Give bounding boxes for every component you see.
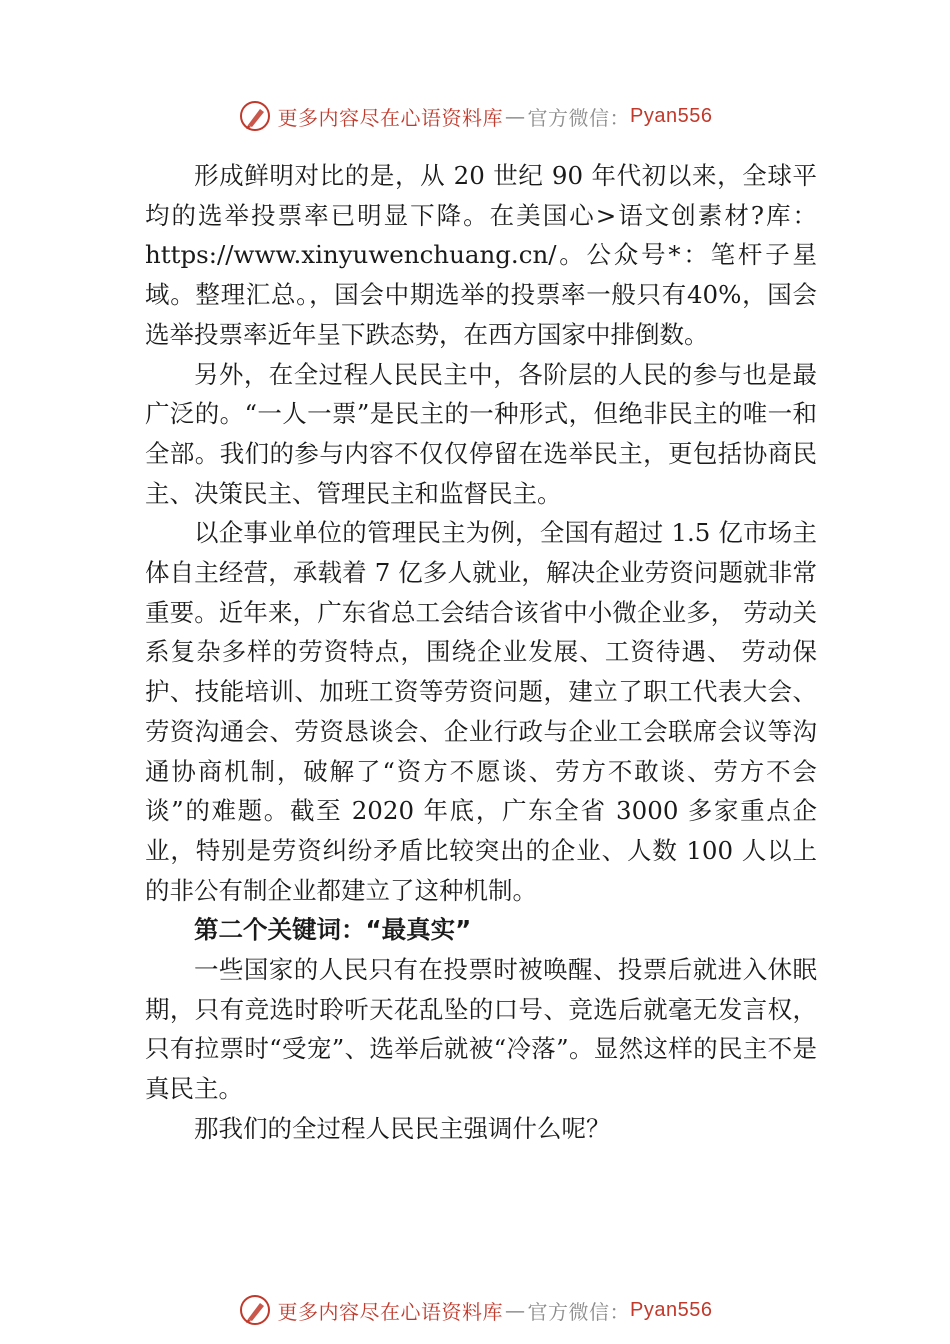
banner-separator: — — [505, 104, 526, 128]
banner-wechat-label: 官方微信： — [527, 1299, 631, 1324]
banner-wechat-id: Pyan556 — [630, 104, 713, 127]
banner-brand-text: 更多内容尽在心语资料库 — [277, 105, 504, 130]
paragraph-broad-participation: 另外，在全过程人民民主中，各阶层的人民的参与也是最广泛的。“一人一票”是民主的一种形式，但绝非民主的唯一和全部。我们的参与内容不仅仅停留在选举民主，更包括协商民主、决策民主、管理民主和监督民主。 — [145, 359, 817, 508]
banner-wechat-label: 官方微信： — [527, 105, 631, 130]
paragraph-question: 那我们的全过程人民民主强调什么呢？ — [194, 1113, 611, 1143]
paragraph-real-democracy: 一些国家的人民只有在投票时被唤醒、投票后就进入休眠期，只有竞选时聆听天花乱坠的口号、竞选后就毫无发言权，只有拉票时“受宠”、选举后就被“冷落”。显然这样的民主不是真民主。 — [145, 955, 817, 1104]
banner-wechat-id: Pyan556 — [630, 1298, 713, 1321]
header-banner — [0, 96, 950, 136]
paragraph-enterprise-democracy: 以企事业单位的管理民主为例，全国有超过 1.5 亿市场主体自主经营，承载着 7 亿多人就业，解决企业劳资问题就非常重要。近年来，广东省总工会结合该省中小微企业多， 劳动关系复杂多样的劳资特点，围绕企业发展、工资待遇、 劳动保护、技能培训、加班工资等劳资问题，建立了职工代表大会、劳资沟通会、劳资恳谈会、企业行政与企业工会联席会议等沟通协商机制，破解了“资方不愿谈、劳方不敢谈、劳方不会谈”的难题。截至 2020 年底，广东全省 3000 多家重点企业，特别是劳资纠纷矛盾比较突出的企业、人数 100 人以上的非公有制企业都建立了这种机制。 — [145, 518, 817, 905]
section-heading: 第二个关键词：“最真实” — [194, 915, 472, 945]
paragraph-voter-turnout: 形成鲜明对比的是，从 20 世纪 90 年代初以来，全球平均的选举投票率已明显下降。在美国心>语文创素材?库：https://www.xinyuwenchuang.cn/。公众号*：笔杆子星域。整理汇总。，国会中期选举的投票率一般只有40%，国会选举投票率近年呈下跌态势，在西方国家中排倒数。 — [145, 161, 817, 349]
banner-brand-text: 更多内容尽在心语资料库 — [277, 1299, 504, 1324]
banner-separator: — — [505, 1298, 526, 1322]
document-body — [145, 156, 817, 1149]
pen-nib-icon — [238, 1293, 272, 1327]
footer-banner — [0, 1290, 950, 1330]
pen-nib-icon — [238, 99, 272, 133]
